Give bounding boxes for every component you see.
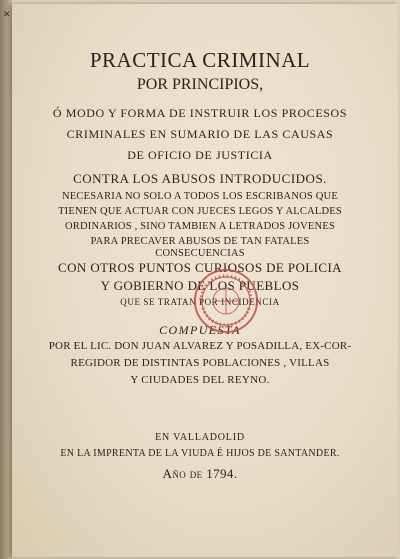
extra-topics-line-3: QUE SE TRATAN POR INCIDENCIA [120,297,280,307]
composed-label: COMPUESTA [159,323,241,337]
description-line-4: PARA PRECAVER ABUSOS DE TAN FATALES [90,236,310,247]
subtitle-line-4: CONTRA LOS ABUSOS INTRODUCIDOS. [73,171,327,186]
title-line-2: POR PRINCIPIOS, [136,76,264,93]
description-line-3: ORDINARIOS , SINO TAMBIEN A LETRADOS JOVENES [65,221,335,232]
description-line-1: NECESARIA NO SOLO A TODOS LOS ESCRIBANOS QUE [62,191,338,202]
description-line-5: CONSECUENCIAS [155,248,245,259]
extra-topics-line-2: Y GOBIERNO DE LOS PUEBLOS [100,278,300,293]
author-line-2: REGIDOR DE DISTINTAS POBLACIONES , VILLAS [70,357,330,369]
description-line-2: TIENEN QUE ACTUAR CON JUECES LEGOS Y ALCALDES [58,206,342,217]
author-line-1: POR EL LIC. DON JUAN ALVAREZ Y POSADILLA, EX-COR- [48,340,352,352]
author-line-3: Y CIUDADES DEL REYNO. [130,374,270,386]
corner-mark-icon: ✕ [3,9,11,19]
library-stamp-icon [193,268,259,334]
book-title: PRACTICA CRIMINAL [89,48,311,72]
imprint-year: Año de 1794. [162,466,238,481]
subtitle-line-3: DE OFICIO DE JUSTICIA [127,148,273,162]
imprint-printer: EN LA IMPRENTA DE LA VIUDA É HIJOS DE SANTANDER. [60,448,340,459]
imprint-place: EN VALLADOLID [155,432,245,443]
subtitle-line-2: CRIMINALES EN SUMARIO DE LAS CAUSAS [66,127,334,141]
extra-topics-line-1: CON OTROS PUNTOS CURIOSOS DE POLICIA [58,260,342,275]
subtitle-line-1: Ó MODO Y FORMA DE INSTRUIR LOS PROCESOS [52,106,348,120]
